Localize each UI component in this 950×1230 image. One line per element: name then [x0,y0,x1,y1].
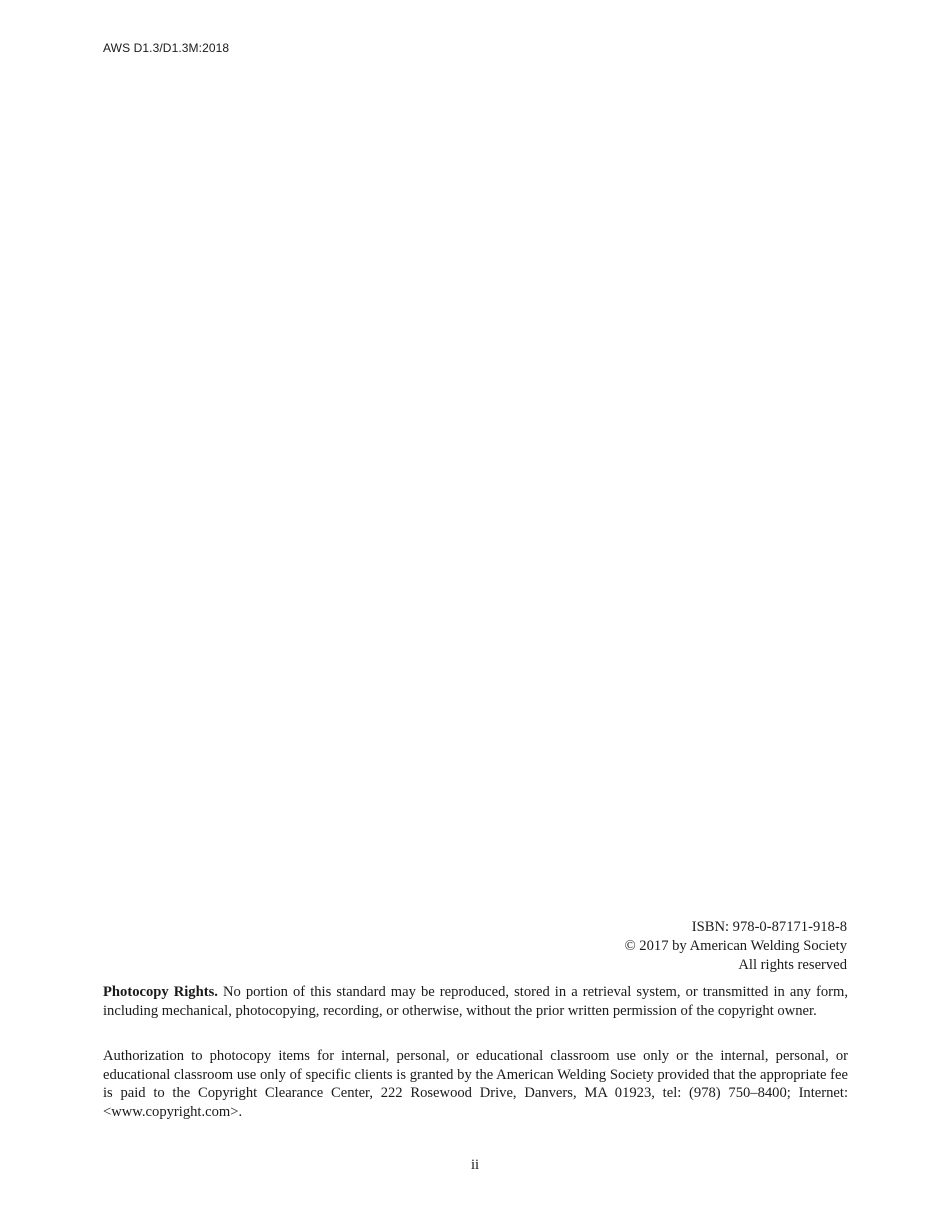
photocopy-rights-paragraph [103,983,848,1020]
isbn-line: ISBN: 978-0-87171-918-8 [691,919,847,935]
photocopy-rights-text: No portion of this standard may be reproduced, stored in a retrieval system, or transmitted in any form, including mechanical, photocopying, recording, or otherwise, without the prior written permission of the copyright owner. [103,984,849,1019]
rights-line: All rights reserved [738,957,847,973]
photocopy-rights-label: Photocopy Rights. [103,984,218,1000]
publication-info [625,918,847,975]
authorization-paragraph: Authorization to photocopy items for internal, personal, or educational classroom use only or the internal, personal, or educational classroom use only of specific clients is granted by the American Welding Society provided that the appropriate fee is paid to the Copyright Clearance Center, 222 Rosewood Drive, Danvers, MA 01923, tel: (978) 750–8400; Internet: <www.copyright.com>. [103,1048,848,1121]
page-number: ii [470,1157,480,1173]
running-header: AWS D1.3/D1.3M:2018 [103,41,230,55]
copyright-line: © 2017 by American Welding Society [624,938,847,954]
